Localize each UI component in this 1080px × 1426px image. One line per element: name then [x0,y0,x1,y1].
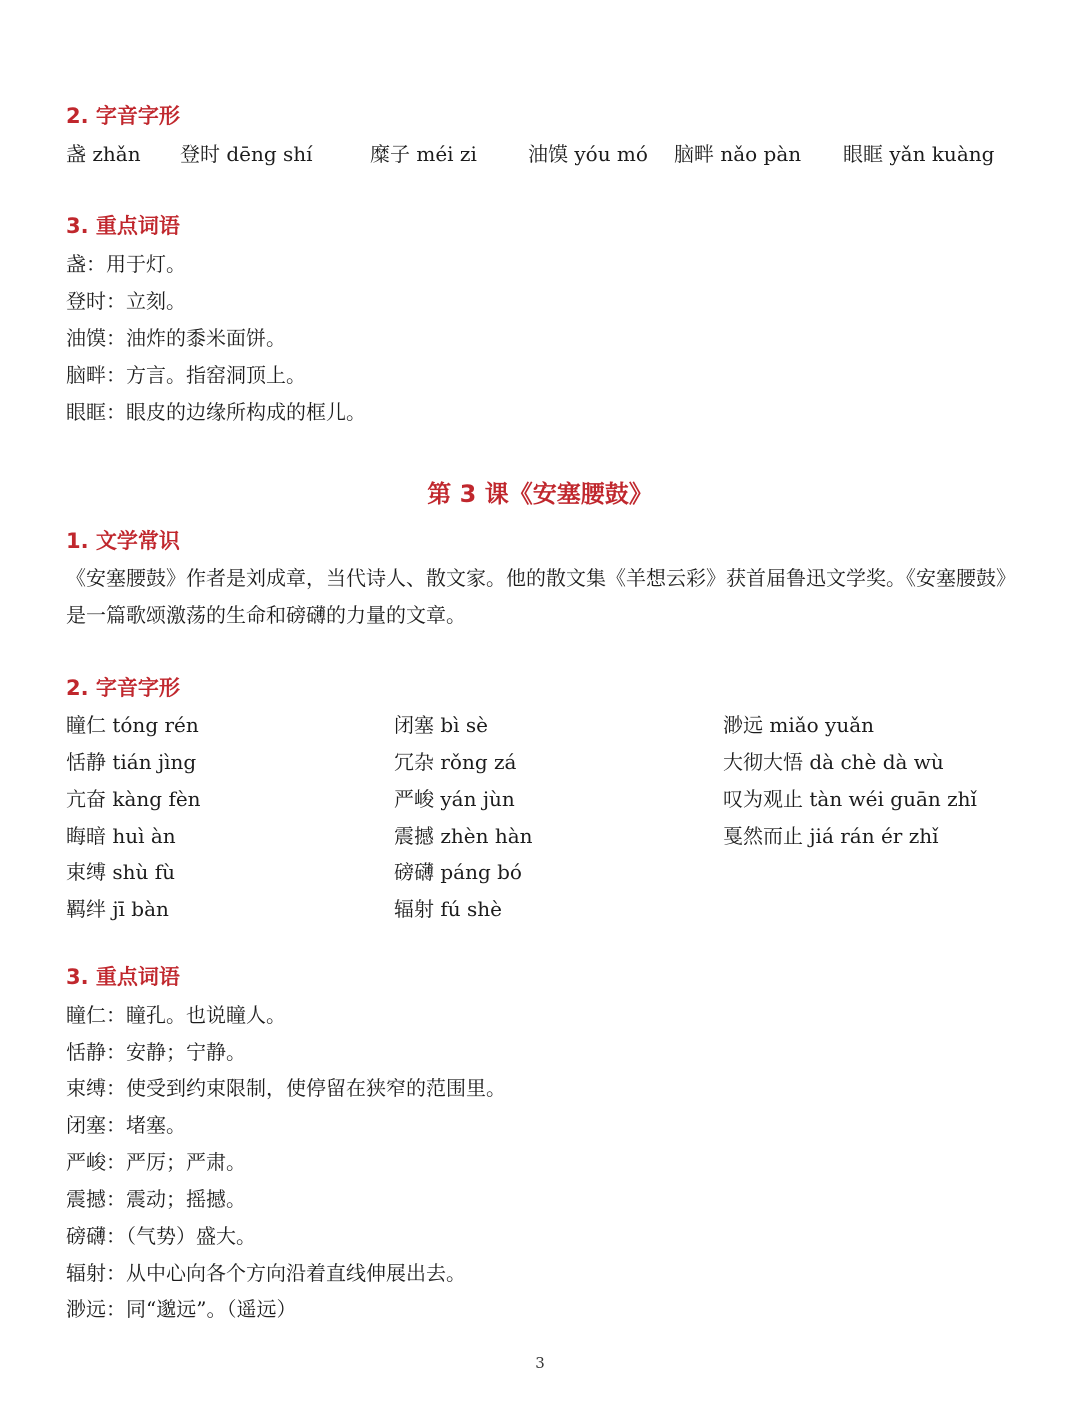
pronunciation-item: 严峻 yán jùn [394,787,515,811]
pronunciation-item: 大彻大悟 dà chè dà wù [723,750,944,774]
pronunciation-item: 脑畔 nǎo pàn [674,142,802,166]
pronunciation-item: 叹为观止 tàn wéi guān zhǐ [723,787,977,811]
pronunciation-item: 冗杂 rǒng zá [394,750,517,774]
literature-paragraph: 《安塞腰鼓》作者是刘成章，当代诗人、散文家。他的散文集《羊想云彩》获首届鲁迅文学奖。《安塞腰鼓》是一篇歌颂激荡的生命和磅礴的力量的文章。 [66,566,1016,627]
vocab-item: 盏：用于灯。 [66,252,186,276]
pronunciation-item: 羁绊 jī bàn [66,897,169,921]
vocab-item: 恬静：安静；宁静。 [66,1040,246,1064]
pronunciation-heading: 2. 字音字形 [66,676,180,700]
pronunciation-item: 辐射 fú shè [394,897,502,921]
pronunciation-item: 束缚 shù fù [66,860,176,884]
pronunciation-heading: 2. 字音字形 [66,104,180,128]
pronunciation-item: 盏 zhǎn [66,142,141,166]
pronunciation-item: 眼眶 yǎn kuàng [843,142,995,166]
pronunciation-item: 亢奋 kàng fèn [66,787,201,811]
vocab-item: 磅礴：（气势）盛大。 [66,1224,256,1248]
pronunciation-item: 油馍 yóu mó [528,142,648,166]
pronunciation-item: 糜子 méi zi [370,142,477,166]
vocab-heading: 3. 重点词语 [66,965,180,989]
page-number: 3 [535,1354,545,1372]
vocab-item: 束缚：使受到约束限制，使停留在狭窄的范围里。 [66,1076,506,1100]
vocab-item: 瞳仁：瞳孔。也说瞳人。 [66,1003,286,1027]
vocab-heading: 3. 重点词语 [66,214,180,238]
lesson-title: 第 3 课《安塞腰鼓》 [427,480,653,508]
vocab-item: 辐射：从中心向各个方向沿着直线伸展出去。 [66,1261,466,1285]
vocab-item: 眼眶：眼皮的边缘所构成的框儿。 [66,400,366,424]
vocab-item: 脑畔：方言。指窑洞顶上。 [66,363,306,387]
pronunciation-item: 晦暗 huì àn [66,824,176,848]
pronunciation-item: 闭塞 bì sè [394,713,489,737]
pronunciation-item: 瞳仁 tóng rén [66,713,199,737]
pronunciation-item: 渺远 miǎo yuǎn [723,713,875,737]
vocab-item: 登时：立刻。 [66,289,186,313]
vocab-item: 油馍：油炸的黍米面饼。 [66,326,286,350]
vocab-item: 渺远：同“邈远”。（遥远） [66,1297,297,1321]
vocab-item: 震撼：震动；摇撼。 [66,1187,246,1211]
pronunciation-item: 震撼 zhèn hàn [394,824,533,848]
pronunciation-item: 登时 dēng shí [180,142,313,166]
pronunciation-item: 磅礴 páng bó [394,860,522,884]
pronunciation-item: 恬静 tián jìng [66,750,197,774]
vocab-item: 闭塞：堵塞。 [66,1113,186,1137]
vocab-item: 严峻：严厉；严肃。 [66,1150,246,1174]
pronunciation-item: 戛然而止 jiá rán ér zhǐ [723,824,939,848]
literature-heading: 1. 文学常识 [66,529,180,553]
